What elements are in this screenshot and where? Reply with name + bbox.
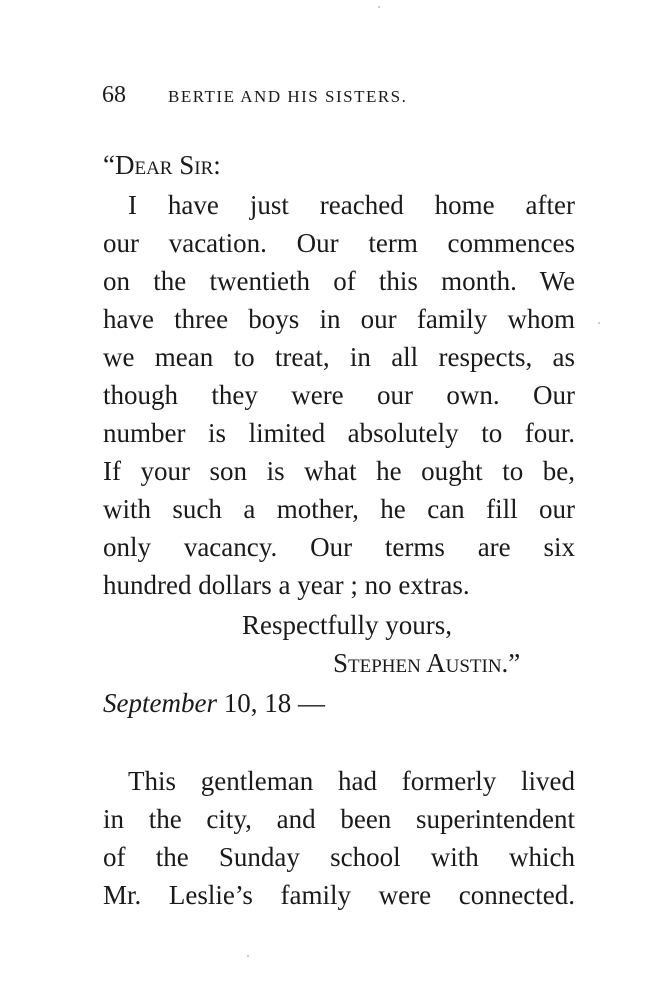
date-month: September [103, 688, 217, 718]
letter-line: number is limited absolutely to four. [103, 418, 575, 448]
letter-line: only vacancy. Our terms are six [103, 532, 575, 562]
letter-line: I have just reached home after [128, 190, 575, 220]
letter-signature: Stephen Austin.” [333, 648, 521, 678]
date-rest: 10, 18 — [216, 688, 325, 718]
letter-line: our vacation. Our term commences [103, 228, 575, 258]
running-title: BERTIE AND HIS SISTERS. [168, 87, 408, 106]
paragraph-line: of the Sunday school with which [103, 842, 575, 872]
letter-line: If your son is what he ought to be, [103, 456, 575, 486]
letter-line: we mean to treat, in all respects, as [103, 342, 575, 372]
page-number: 68 [102, 82, 126, 108]
letter-line: on the twentieth of this month. We [103, 266, 575, 296]
letter-closing: Respectfully yours, [242, 610, 452, 640]
letter-date [103, 686, 403, 720]
letter-line: with such a mother, he can fill our [103, 494, 575, 524]
letter-line: have three boys in our family whom [103, 304, 575, 334]
paragraph-line: This gentleman had formerly lived [128, 766, 575, 796]
letter-salutation: “Dear Sir: [103, 150, 221, 180]
paper-speck [598, 322, 600, 324]
letter-line: hundred dollars a year ; no extras. [103, 570, 470, 600]
paragraph-line: Mr. Leslie’s family were connected. [103, 880, 575, 910]
paragraph-line: in the city, and been superintendent [103, 804, 575, 834]
paper-speck [247, 955, 249, 957]
letter-line: though they were our own. Our [103, 380, 575, 410]
paper-speck [378, 6, 380, 8]
page-header [102, 80, 502, 112]
